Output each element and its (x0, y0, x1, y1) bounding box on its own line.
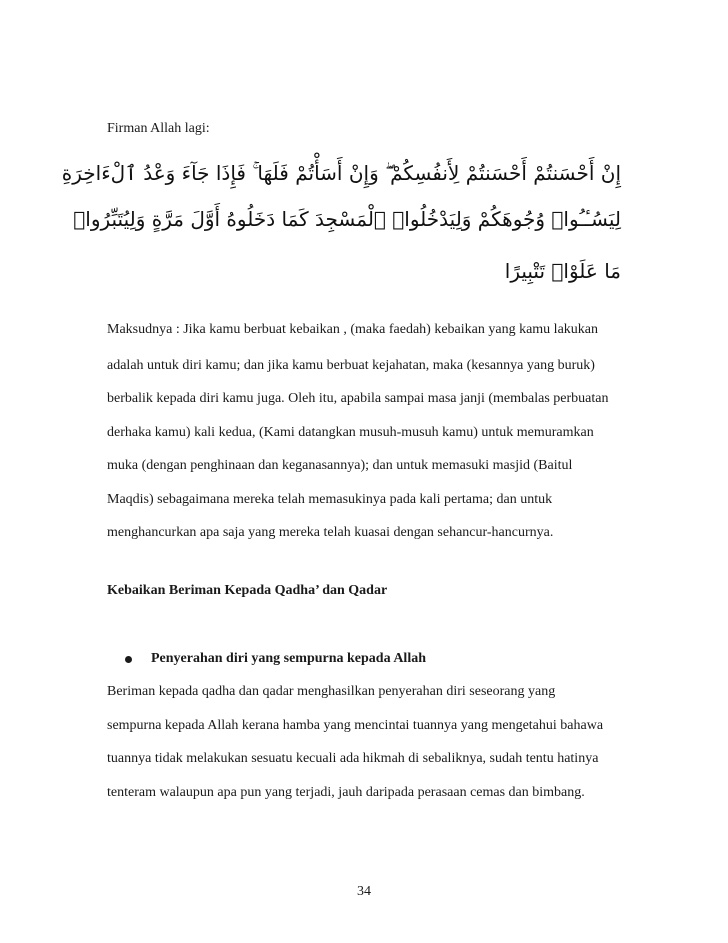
translation-line: adalah untuk diri kamu; dan jika kamu berbuat kejahatan, maka (kesannya yang buruk) (107, 358, 595, 373)
body-line: tuannya tidak melakukan sesuatu kecuali ada hikmah di sebaliknya, sudah tentu hatinya (107, 751, 599, 766)
body-line: sempurna kepada Allah kerana hamba yang mencintai tuannya yang mengetahui bahawa (107, 718, 604, 733)
translation-line: menghancurkan apa saja yang mereka telah kuasai dengan sehancur-hancurnya. (107, 525, 554, 540)
body-line: Beriman kepada qadha dan qadar menghasilkan penyerahan diri seseorang yang (107, 684, 556, 699)
section-heading: Kebaikan Beriman Kepada Qadha’ dan Qadar (107, 583, 388, 598)
bullet-heading-item (125, 649, 426, 669)
quran-verse-line: لِيَسُـٔـُوا۟ وُجُوهَكُمْ وَلِيَدْخُلُوا۟ ٱلْمَسْجِدَ كَمَا دَخَلُوهُ أَوَّلَ مَرَّةٍ وَلِيُتَبِّرُوا۟ (73, 207, 621, 231)
translation-line: Maksudnya : Jika kamu berbuat kebaikan , (maka faedah) kebaikan yang kamu lakukan (107, 322, 598, 337)
intro-text: Firman Allah lagi: (107, 121, 210, 136)
quran-verse-line: مَا عَلَوْا۟ تَتْبِيرًا (504, 259, 621, 283)
quran-verse-line: إِنْ أَحْسَنتُمْ أَحْسَنتُمْ لِأَنفُسِكُمْ ۖ وَإِنْ أَسَأْتُمْ فَلَهَا ۚ فَإِذَا جَآءَ وَعْدُ ٱلْءَاخِرَةِ (61, 161, 621, 185)
quran-verse-block (61, 143, 621, 303)
body-line: tenteram walaupun apa pun yang terjadi, jauh daripada perasaan cemas dan bimbang. (107, 785, 585, 800)
translation-line: berbalik kepada diri kamu juga. Oleh itu, apabila sampai masa janji (membalas perbuatan (107, 391, 609, 406)
translation-line: derhaka kamu) kali kedua, (Kami datangkan musuh-musuh kamu) untuk memuramkan (107, 425, 594, 440)
bullet-icon (125, 656, 132, 663)
bullet-heading: Penyerahan diri yang sempurna kepada Allah (151, 651, 426, 666)
page-number: 34 (357, 884, 371, 899)
translation-line: Maqdis) sebagaimana mereka telah memasukinya pada kali pertama; dan untuk (107, 492, 553, 507)
translation-line: muka (dengan penghinaan dan keganasannya); dan untuk memasuki masjid (Baitul (107, 458, 573, 473)
